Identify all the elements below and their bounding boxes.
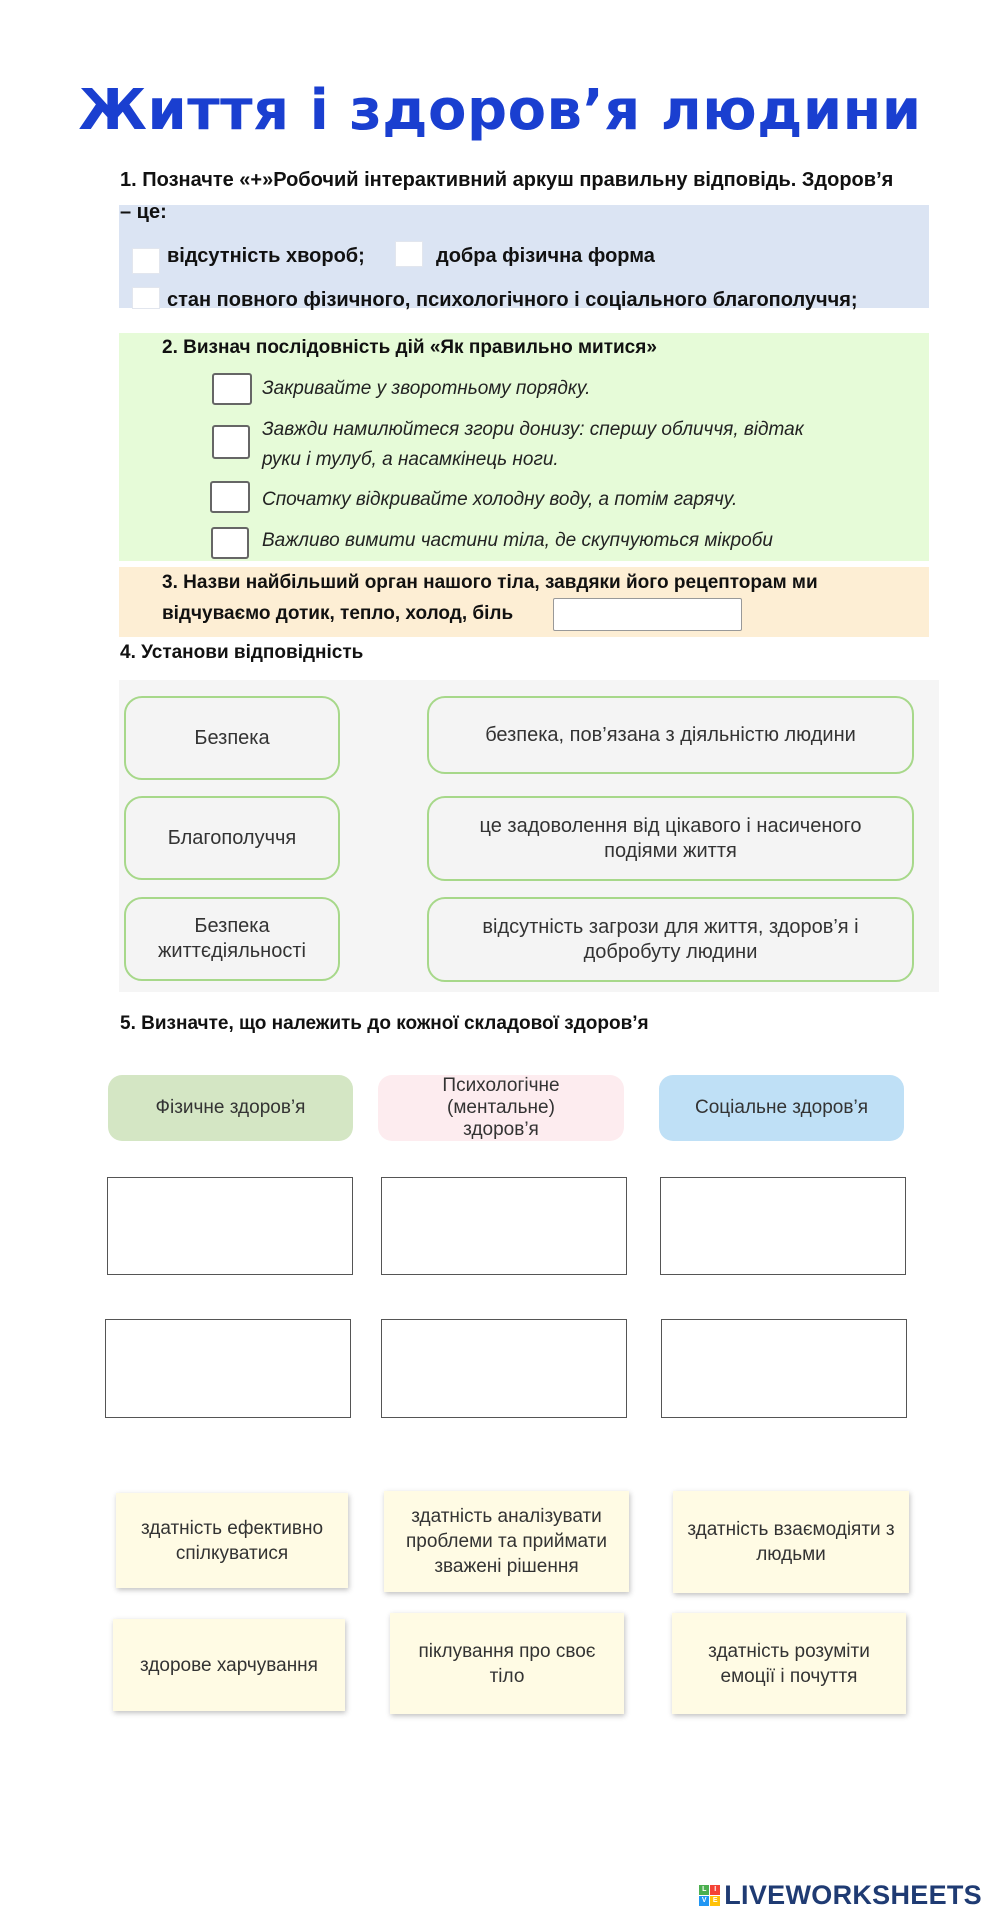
q5-text: 5. Визначте, що належить до кожної складової здоров’я bbox=[120, 1013, 649, 1034]
q2-item-1: Закривайте у зворотньому порядку. bbox=[262, 378, 591, 399]
q5-drop-social-1[interactable] bbox=[660, 1177, 906, 1275]
q5-card-3[interactable]: здатність взаємодіяти з людьми bbox=[673, 1491, 909, 1593]
q1-option-2: добра фізична форма bbox=[436, 245, 655, 267]
q1-checkbox-2[interactable] bbox=[395, 241, 423, 267]
q1-option-3: стан повного фізичного, психологічного і соціального благополуччя; bbox=[167, 289, 858, 311]
q4-left-2[interactable]: Благополуччя bbox=[124, 796, 340, 880]
q4-left-1[interactable]: Безпека bbox=[124, 696, 340, 780]
q2-order-box-1[interactable] bbox=[212, 373, 252, 405]
q2-item-2-line1: Завжди намилюйтеся згори донизу: спершу обличчя, відтак bbox=[262, 419, 804, 440]
q2-text: 2. Визнач послідовність дій «Як правильно митися» bbox=[162, 337, 657, 358]
q5-card-6[interactable]: здатність розуміти емоції і почуття bbox=[672, 1613, 906, 1714]
q2-order-box-3[interactable] bbox=[210, 481, 250, 513]
q2-order-box-2[interactable] bbox=[212, 425, 250, 459]
q4-left-3[interactable]: Безпека життєдіяльності bbox=[124, 897, 340, 981]
q5-drop-mental-1[interactable] bbox=[381, 1177, 627, 1275]
q5-category-mental: Психологічне (ментальне) здоров’я bbox=[378, 1075, 624, 1141]
liveworksheets-mark-icon bbox=[699, 1885, 720, 1906]
q3-answer-input[interactable] bbox=[553, 598, 742, 631]
q1-checkbox-3[interactable] bbox=[132, 287, 160, 309]
q2-item-4: Важливо вимити частини тіла, де скупчуються мікроби bbox=[262, 530, 773, 551]
q5-drop-physical-1[interactable] bbox=[107, 1177, 353, 1275]
logo-letter-i: I bbox=[710, 1885, 720, 1895]
page-title: Життя і здоров’я людини bbox=[78, 78, 922, 143]
q1-text-line1: 1. Позначте «+»Робочий інтерактивний аркуш правильну відповідь. Здоров’я bbox=[120, 169, 894, 191]
liveworksheets-logo[interactable] bbox=[699, 1880, 982, 1911]
q4-right-1[interactable]: безпека, пов’язана з діяльністю людини bbox=[427, 696, 914, 774]
q4-text: 4. Установи відповідність bbox=[120, 642, 364, 663]
q2-item-2-line2: руки і тулуб, а насамкінець ноги. bbox=[262, 449, 559, 470]
q5-drop-physical-2[interactable] bbox=[105, 1319, 351, 1418]
q1-text-line2: – це: bbox=[120, 201, 167, 223]
q4-right-3[interactable]: відсутність загрози для життя, здоров’я і добробуту людини bbox=[427, 897, 914, 982]
q3-text-line1: 3. Назви найбільший орган нашого тіла, завдяки його рецепторам ми bbox=[162, 572, 818, 593]
q5-category-social: Соціальне здоров’я bbox=[659, 1075, 904, 1141]
q5-category-physical: Фізичне здоров’я bbox=[108, 1075, 353, 1141]
q5-drop-social-2[interactable] bbox=[661, 1319, 907, 1418]
q4-right-2[interactable]: це задоволення від цікавого і насиченого подіями життя bbox=[427, 796, 914, 881]
q5-card-2[interactable]: здатність аналізувати проблеми та приймати зважені рішення bbox=[384, 1491, 629, 1592]
q5-card-1[interactable]: здатність ефективно спілкуватися bbox=[116, 1493, 348, 1588]
q2-item-3: Спочатку відкривайте холодну воду, а потім гарячу. bbox=[262, 489, 738, 510]
q5-card-4[interactable]: здорове харчування bbox=[113, 1619, 345, 1711]
logo-letter-e: E bbox=[710, 1896, 720, 1906]
logo-letter-l: L bbox=[699, 1885, 709, 1895]
logo-letter-v: V bbox=[699, 1896, 709, 1906]
q1-option-1: відсутність хвороб; bbox=[167, 245, 365, 267]
q5-card-5[interactable]: піклування про своє тіло bbox=[390, 1613, 624, 1714]
q5-drop-mental-2[interactable] bbox=[381, 1319, 627, 1418]
q2-order-box-4[interactable] bbox=[211, 527, 249, 559]
q1-checkbox-1[interactable] bbox=[132, 248, 160, 274]
q3-text-line2: відчуваємо дотик, тепло, холод, біль bbox=[162, 603, 514, 624]
liveworksheets-logo-text: LIVEWORKSHEETS bbox=[724, 1880, 982, 1910]
